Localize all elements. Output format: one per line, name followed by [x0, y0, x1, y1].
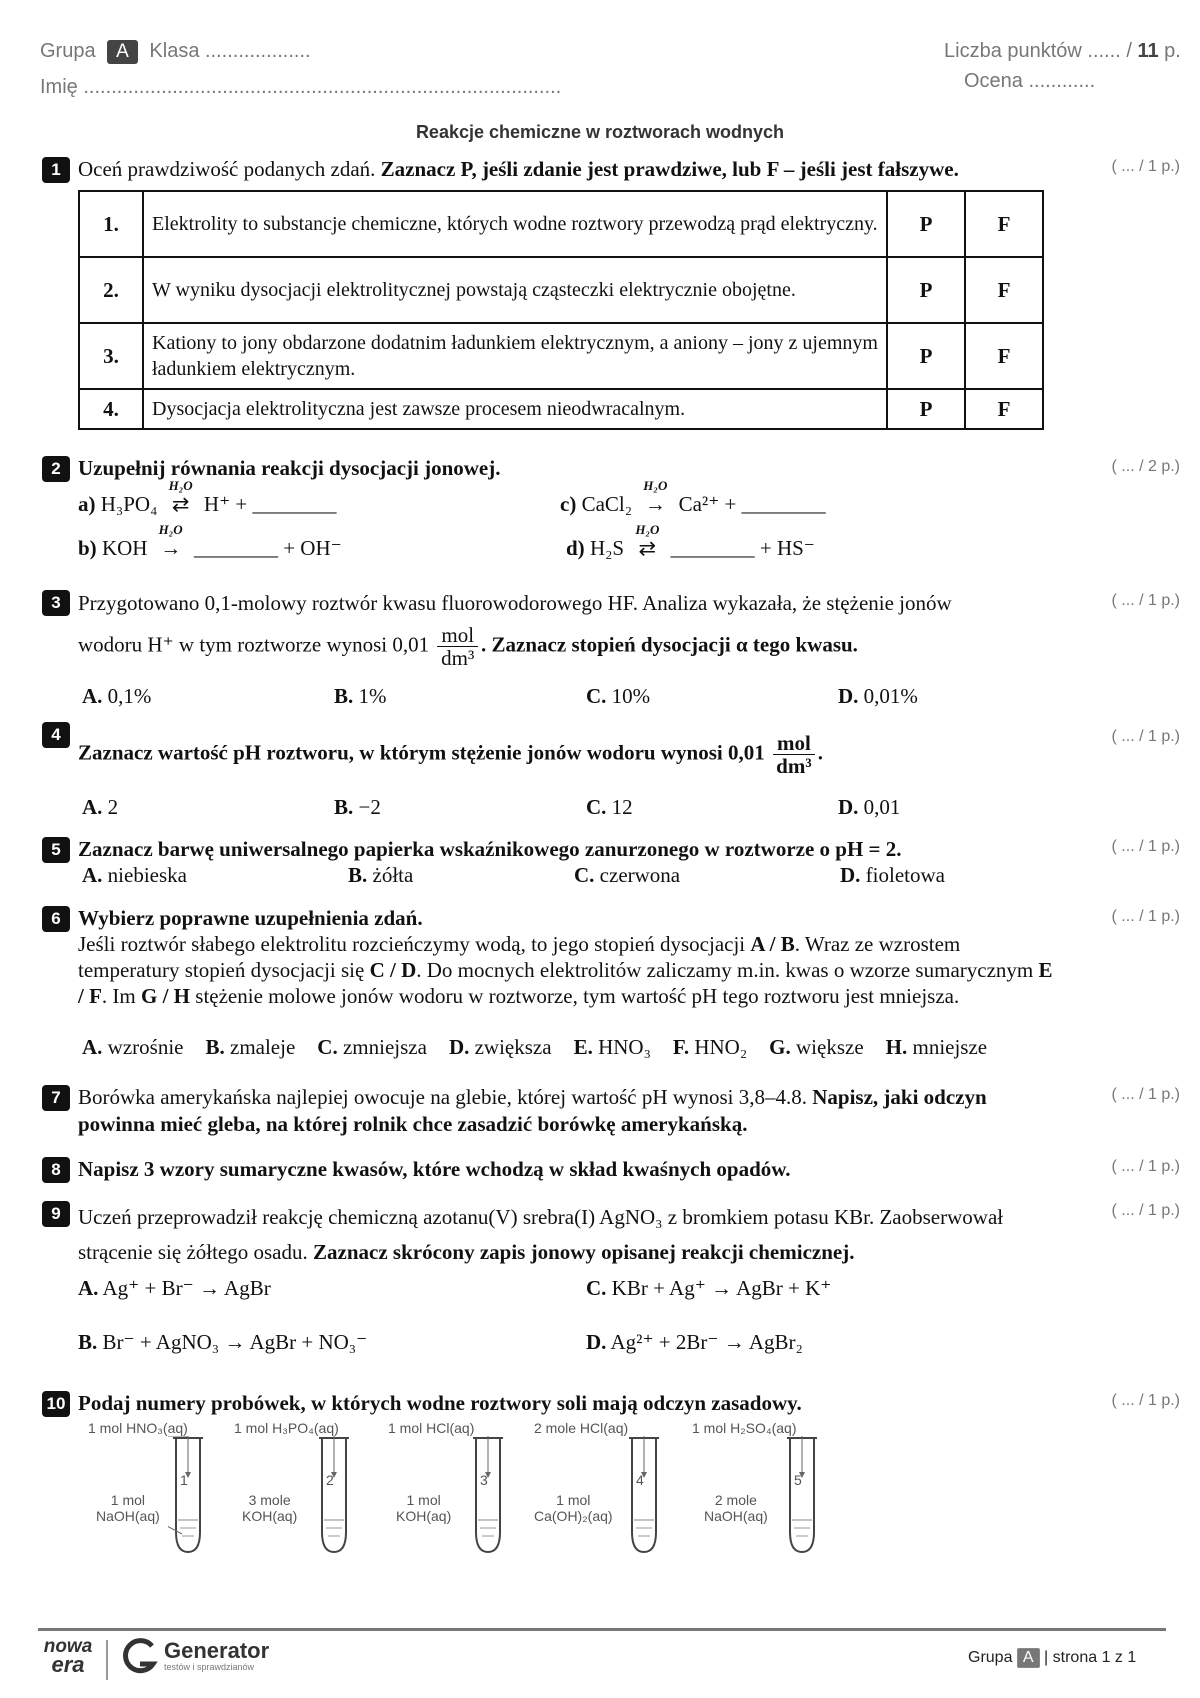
- option-label: E.: [573, 1035, 593, 1059]
- footer-logo-divider: [106, 1640, 108, 1680]
- q9-option-c[interactable]: [586, 1276, 831, 1301]
- class-field: Klasa ...................: [149, 40, 311, 62]
- generator-g-icon: [120, 1636, 158, 1676]
- true-option[interactable]: P: [887, 191, 965, 257]
- question-8-text: Napisz 3 wzory sumaryczne kwasów, które wchodzą w skład kwaśnych opadów.: [78, 1157, 791, 1181]
- unit-fraction: [437, 624, 478, 669]
- arrow-label: H₂O: [158, 522, 183, 537]
- q3-option-a[interactable]: [82, 684, 151, 709]
- footer-divider: [38, 1628, 1166, 1631]
- q4-option-d[interactable]: [838, 795, 900, 820]
- question-number-9: 9: [42, 1201, 70, 1227]
- tube-number: 5: [794, 1472, 802, 1488]
- name-field: Imię ......................................................................................: [40, 76, 562, 98]
- statement-text: Elektrolity to substancje chemiczne, których wodne roztwory przewodzą prąd elektryczny.: [143, 191, 887, 257]
- option-label: A.: [82, 863, 103, 887]
- group-class-line: [40, 40, 311, 64]
- test-tubes-figure: [88, 1420, 848, 1560]
- option-label: F.: [672, 1035, 690, 1059]
- q6-option-a[interactable]: [82, 1035, 183, 1060]
- logo-subtitle: testów i sprawdzianów: [164, 1662, 255, 1672]
- option-label: B.: [205, 1035, 225, 1059]
- q6-choice: G / H: [141, 984, 191, 1008]
- option-value: HNO₂: [694, 1035, 748, 1059]
- tube-side-line: 1 mol: [110, 1492, 146, 1508]
- question-number-8: 8: [42, 1157, 70, 1183]
- option-value: wzrośnie: [107, 1035, 184, 1059]
- q2-points: ( ... / 2 p.): [1111, 458, 1180, 475]
- question-6-paragraph: [78, 931, 1058, 1009]
- group-badge: A: [107, 40, 138, 64]
- reaction-arrow-icon: H₂O →: [153, 536, 189, 561]
- test-tube-5: [692, 1420, 842, 1560]
- q9-points: ( ... / 1 p.): [1111, 1202, 1180, 1219]
- q6-choice: C / D: [369, 958, 417, 982]
- tube-side-line: Ca(OH)₂(aq): [534, 1508, 613, 1524]
- q3-instruction: . Zaznacz stopień dysocjacji α tego kwasu.: [481, 632, 858, 657]
- q4-option-b[interactable]: [334, 795, 381, 820]
- eq-right: ________ + HS⁻: [670, 536, 815, 560]
- option-value: niebieska: [107, 863, 187, 887]
- option-label: B.: [78, 1330, 98, 1354]
- question-6-title: Wybierz poprawne uzupełnienia zdań.: [78, 906, 423, 930]
- q6-choice: E / F: [78, 958, 1053, 1008]
- eq-left: KOH: [101, 536, 148, 560]
- q7-points: ( ... / 1 p.): [1111, 1086, 1180, 1103]
- statement-text: Dysocjacja elektrolityczna jest zawsze procesem nieodwracalnym.: [143, 389, 887, 429]
- eq-right: ________ + OH⁻: [193, 536, 342, 560]
- equation-d: [566, 522, 815, 561]
- option-value: HNO₃: [598, 1035, 651, 1059]
- question-7-text: [78, 1084, 1068, 1138]
- option-value: KBr + Ag⁺ → AgBr + K⁺: [611, 1276, 832, 1300]
- frac-bottom: dm³: [776, 754, 812, 778]
- arrow-label: H₂O: [635, 522, 660, 537]
- q3-points: ( ... / 1 p.): [1111, 592, 1180, 609]
- option-label: G.: [769, 1035, 791, 1059]
- question-2-text: Uzupełnij równania reakcji dysocjacji jonowej.: [78, 456, 501, 480]
- option-label: C.: [586, 1276, 607, 1300]
- option-value: zmniejsza: [342, 1035, 427, 1059]
- q3-option-c[interactable]: [586, 684, 650, 709]
- q5-option-c[interactable]: [574, 863, 680, 888]
- option-label: D.: [840, 863, 861, 887]
- test-tube-icon: [168, 1436, 208, 1556]
- footer-group-badge: A: [1017, 1648, 1040, 1668]
- arrow-label: H₂O: [168, 478, 193, 493]
- q7-instruction: Napisz, jaki odczyn powinna mieć gleba, na której rolnik chce zasadzić borówkę amerykańską.: [78, 1085, 987, 1136]
- footer-page-info: [968, 1648, 1136, 1668]
- q6-choice: A / B: [750, 932, 795, 956]
- q6-part: stężenie molowe jonów wodoru w roztworze, tym wartość pH tego roztworu jest mniejsza.: [195, 984, 960, 1008]
- q6-option-f[interactable]: [673, 1035, 747, 1060]
- question-number-2: 2: [42, 456, 70, 482]
- footer-page-number: | strona 1 z 1: [1044, 1649, 1137, 1666]
- question-5-text: Zaznacz barwę uniwersalnego papierka wskaźnikowego zanurzonego w roztworze o pH = 2.: [78, 837, 902, 861]
- tube-top-label: 1 mol H₂SO₄(aq): [692, 1420, 797, 1436]
- eq-label: a): [78, 492, 96, 516]
- arrow-label: H₂O: [643, 478, 668, 493]
- option-label: D.: [838, 684, 859, 708]
- option-label: C.: [317, 1035, 338, 1059]
- option-label: A.: [78, 1276, 99, 1300]
- true-option[interactable]: P: [887, 389, 965, 429]
- test-tube-icon: [782, 1436, 822, 1556]
- test-tube-icon: [624, 1436, 664, 1556]
- q10-points: ( ... / 1 p.): [1111, 1392, 1180, 1409]
- row-number: 1.: [79, 191, 143, 257]
- test-tube-2: [234, 1420, 374, 1560]
- q1-points: ( ... / 1 p.): [1111, 158, 1180, 175]
- logo-text: era: [51, 1652, 85, 1677]
- question-3-line1: Przygotowano 0,1-molowy roztwór kwasu fluorowodorowego HF. Analiza wykazała, że stężenie jonów: [78, 591, 952, 615]
- question-1-text: [78, 156, 959, 183]
- option-value: czerwona: [599, 863, 681, 887]
- question-number-6: 6: [42, 906, 70, 932]
- true-option[interactable]: P: [887, 257, 965, 323]
- option-label: A.: [82, 684, 103, 708]
- table-row: [79, 257, 1043, 323]
- q4-instruction: Zaznacz wartość pH roztworu, w którym stężenie jonów wodoru wynosi 0,01: [78, 740, 765, 765]
- q7-context: Borówka amerykańska najlepiej owocuje na glebie, której wartość pH wynosi 3,8–4.8.: [78, 1085, 807, 1109]
- false-option[interactable]: F: [965, 257, 1043, 323]
- test-tube-icon: [314, 1436, 354, 1556]
- question-number-5: 5: [42, 837, 70, 863]
- equation-c: [560, 478, 826, 517]
- option-value: −2: [358, 795, 381, 819]
- unit-fraction: [773, 732, 815, 777]
- tube-side-line: 2 mole: [714, 1492, 757, 1508]
- row-number: 4.: [79, 389, 143, 429]
- grade-field: Ocena ............: [964, 70, 1096, 92]
- option-label: B.: [334, 795, 354, 819]
- q6-part: . Wraz ze wzrostem temperatury stopień dysocjacji się: [78, 932, 961, 982]
- equilibrium-arrow-icon: H₂O ⇄: [629, 536, 665, 561]
- q6-part: . Do mocnych elektrolitów zaliczamy m.in. kwas o wzorze sumarycznym: [416, 958, 1034, 982]
- q6-points: ( ... / 1 p.): [1111, 908, 1180, 925]
- tube-number: 4: [636, 1472, 644, 1488]
- option-value: Ag²⁺ + 2Br⁻ → AgBr₂: [610, 1330, 803, 1354]
- question-number-1: 1: [42, 157, 70, 183]
- option-label: D.: [448, 1035, 470, 1059]
- q1-instruction: Zaznacz P, jeśli zdanie jest prawdziwe, lub F – jeśli jest fałszywe.: [380, 157, 959, 181]
- table-row: [79, 323, 1043, 389]
- tube-side-label: [396, 1492, 451, 1524]
- option-label: A.: [82, 795, 103, 819]
- generator-logo: [120, 1636, 269, 1676]
- q1-intro: Oceń prawdziwość podanych zdań.: [78, 157, 376, 181]
- eq-left: H₂S: [589, 536, 625, 560]
- row-number: 3.: [79, 323, 143, 389]
- points-total: [944, 40, 1181, 63]
- false-option[interactable]: F: [965, 323, 1043, 389]
- reaction-arrow-icon: H₂O →: [637, 492, 673, 517]
- nowa-era-logo: [40, 1636, 96, 1677]
- tube-side-line: 3 mole: [248, 1492, 291, 1508]
- frac-top: mol: [437, 624, 478, 647]
- tube-side-label: [242, 1492, 297, 1524]
- option-label: C.: [574, 863, 595, 887]
- question-number-4: 4: [42, 722, 70, 748]
- question-number-3: 3: [42, 590, 70, 616]
- q9-instruction: Zaznacz skrócony zapis jonowy opisanej reakcji chemicznej.: [313, 1240, 855, 1264]
- equilibrium-arrow-icon: H₂O ⇄: [163, 492, 199, 517]
- logo-text: nowa: [43, 1636, 93, 1657]
- tube-side-line: KOH(aq): [242, 1508, 298, 1524]
- frac-top: mol: [773, 732, 815, 755]
- option-value: 0,1%: [107, 684, 152, 708]
- tube-number: 1: [180, 1472, 188, 1488]
- q9-context: Uczeń przeprowadził reakcję chemiczną azotanu(V) srebra(I) AgNO₃ z bromkiem potasu KBr. Zaobserwował strącenie się żółtego osadu.: [78, 1205, 1004, 1264]
- tube-top-label: 1 mol H₃PO₄(aq): [234, 1420, 339, 1436]
- option-value: 0,01: [863, 795, 901, 819]
- question-number-10: 10: [42, 1391, 70, 1417]
- tube-side-line: 1 mol: [406, 1492, 441, 1508]
- q6-option-d[interactable]: [449, 1035, 552, 1060]
- q4-option-c[interactable]: [586, 795, 633, 820]
- q9-option-b[interactable]: [78, 1330, 367, 1355]
- tube-side-label: [534, 1492, 613, 1524]
- tube-top-label: 1 mol HNO₃(aq): [88, 1420, 188, 1436]
- q4-points: ( ... / 1 p.): [1111, 728, 1180, 745]
- tube-side-line: NaOH(aq): [704, 1508, 768, 1524]
- points-max: 11: [1137, 40, 1159, 62]
- equation-a: [78, 478, 337, 517]
- q5-option-d[interactable]: [840, 863, 945, 888]
- document-title: Reakcje chemiczne w roztworach wodnych: [415, 122, 785, 142]
- table-row: [79, 389, 1043, 429]
- option-label: D.: [586, 1330, 607, 1354]
- q6-option-b[interactable]: [205, 1035, 295, 1060]
- option-value: 12: [611, 795, 633, 819]
- tube-side-line: KOH(aq): [396, 1508, 452, 1524]
- q5-option-a[interactable]: [82, 863, 187, 888]
- q6-part: . Im: [101, 984, 136, 1008]
- test-tube-4: [534, 1420, 684, 1560]
- question-4-text: [78, 732, 823, 777]
- q3-concentration-text: wodoru H⁺ w tym roztworze wynosi 0,01: [78, 632, 430, 657]
- question-9-text: [78, 1200, 1078, 1270]
- false-option[interactable]: F: [965, 191, 1043, 257]
- tube-side-label: [704, 1492, 768, 1524]
- tube-number: 2: [326, 1472, 334, 1488]
- tube-number: 3: [480, 1472, 488, 1488]
- tube-side-line: 1 mol: [556, 1492, 591, 1508]
- test-tube-icon: [468, 1436, 508, 1556]
- q4-end: .: [817, 740, 824, 765]
- eq-right: Ca²⁺ + ________: [678, 492, 826, 516]
- q4-option-a[interactable]: [82, 795, 118, 820]
- option-value: 10%: [611, 684, 651, 708]
- group-label: Grupa: [40, 40, 96, 62]
- option-label: B.: [348, 863, 368, 887]
- option-value: większe: [796, 1035, 864, 1059]
- q6-option-g[interactable]: [769, 1035, 863, 1060]
- q6-option-c[interactable]: [317, 1035, 427, 1060]
- option-value: 1%: [358, 684, 387, 708]
- option-label: D.: [838, 795, 859, 819]
- test-tube-3: [388, 1420, 528, 1560]
- q3-option-b[interactable]: [334, 684, 387, 709]
- q3-option-d[interactable]: [838, 684, 918, 709]
- option-label: C.: [586, 795, 607, 819]
- true-option[interactable]: P: [887, 323, 965, 389]
- q6-options: [82, 1035, 987, 1060]
- frac-bottom: dm³: [441, 646, 475, 670]
- statement-text: W wyniku dysocjacji elektrolitycznej powstają cząsteczki elektrycznie obojętne.: [143, 257, 887, 323]
- q6-option-e[interactable]: [574, 1035, 651, 1060]
- option-label: A.: [82, 1035, 103, 1059]
- statement-text: Kationy to jony obdarzone dodatnim ładunkiem elektrycznym, a aniony – jony z ujemnym ładunkiem elektrycznym.: [143, 323, 887, 389]
- option-value: 0,01%: [863, 684, 918, 708]
- true-false-table: [78, 190, 1044, 430]
- option-label: B.: [334, 684, 354, 708]
- eq-left: H₃PO₄: [100, 492, 158, 516]
- option-value: zmaleje: [230, 1035, 296, 1059]
- question-3-line2: [78, 624, 858, 669]
- q9-option-a[interactable]: [78, 1276, 271, 1301]
- option-value: fioletowa: [865, 863, 945, 887]
- eq-label: b): [78, 536, 97, 560]
- q5-points: ( ... / 1 p.): [1111, 838, 1180, 855]
- eq-right: H⁺ + ________: [203, 492, 337, 516]
- tube-side-label: [96, 1492, 160, 1524]
- table-row: [79, 191, 1043, 257]
- q5-option-b[interactable]: [348, 863, 413, 888]
- logo-name: Generator: [164, 1638, 270, 1663]
- eq-label: c): [560, 492, 577, 516]
- false-option[interactable]: F: [965, 389, 1043, 429]
- option-label: C.: [586, 684, 607, 708]
- q6-part: Jeśli roztwór słabego elektrolitu rozcieńczymy wodą, to jego stopień dysocjacji: [78, 932, 746, 956]
- tube-top-label: 2 mole HCl(aq): [534, 1420, 629, 1436]
- question-number-7: 7: [42, 1085, 70, 1111]
- question-10-text: Podaj numery probówek, w których wodne roztwory soli mają odczyn zasadowy.: [78, 1391, 802, 1415]
- eq-label: d): [566, 536, 585, 560]
- points-unit: p.: [1164, 40, 1181, 62]
- q8-points: ( ... / 1 p.): [1111, 1158, 1180, 1175]
- option-value: zwiększa: [474, 1035, 552, 1059]
- row-number: 2.: [79, 257, 143, 323]
- q9-option-d[interactable]: [586, 1330, 803, 1355]
- footer-group-label: Grupa: [968, 1649, 1013, 1666]
- tube-side-line: NaOH(aq): [96, 1508, 160, 1524]
- q6-option-h[interactable]: [886, 1035, 987, 1060]
- option-value: mniejsze: [912, 1035, 988, 1059]
- option-label: H.: [885, 1035, 908, 1059]
- option-value: Ag⁺ + Br⁻ → AgBr: [102, 1276, 271, 1300]
- equation-b: [78, 522, 342, 561]
- tube-top-label: 1 mol HCl(aq): [388, 1420, 475, 1436]
- eq-left: CaCl₂: [581, 492, 633, 516]
- option-value: 2: [107, 795, 119, 819]
- option-value: Br⁻ + AgNO₃ → AgBr + NO₃⁻: [102, 1330, 368, 1354]
- points-label: Liczba punktów ...... /: [944, 40, 1132, 62]
- option-value: żółta: [372, 863, 414, 887]
- test-tube-1: [88, 1420, 228, 1560]
